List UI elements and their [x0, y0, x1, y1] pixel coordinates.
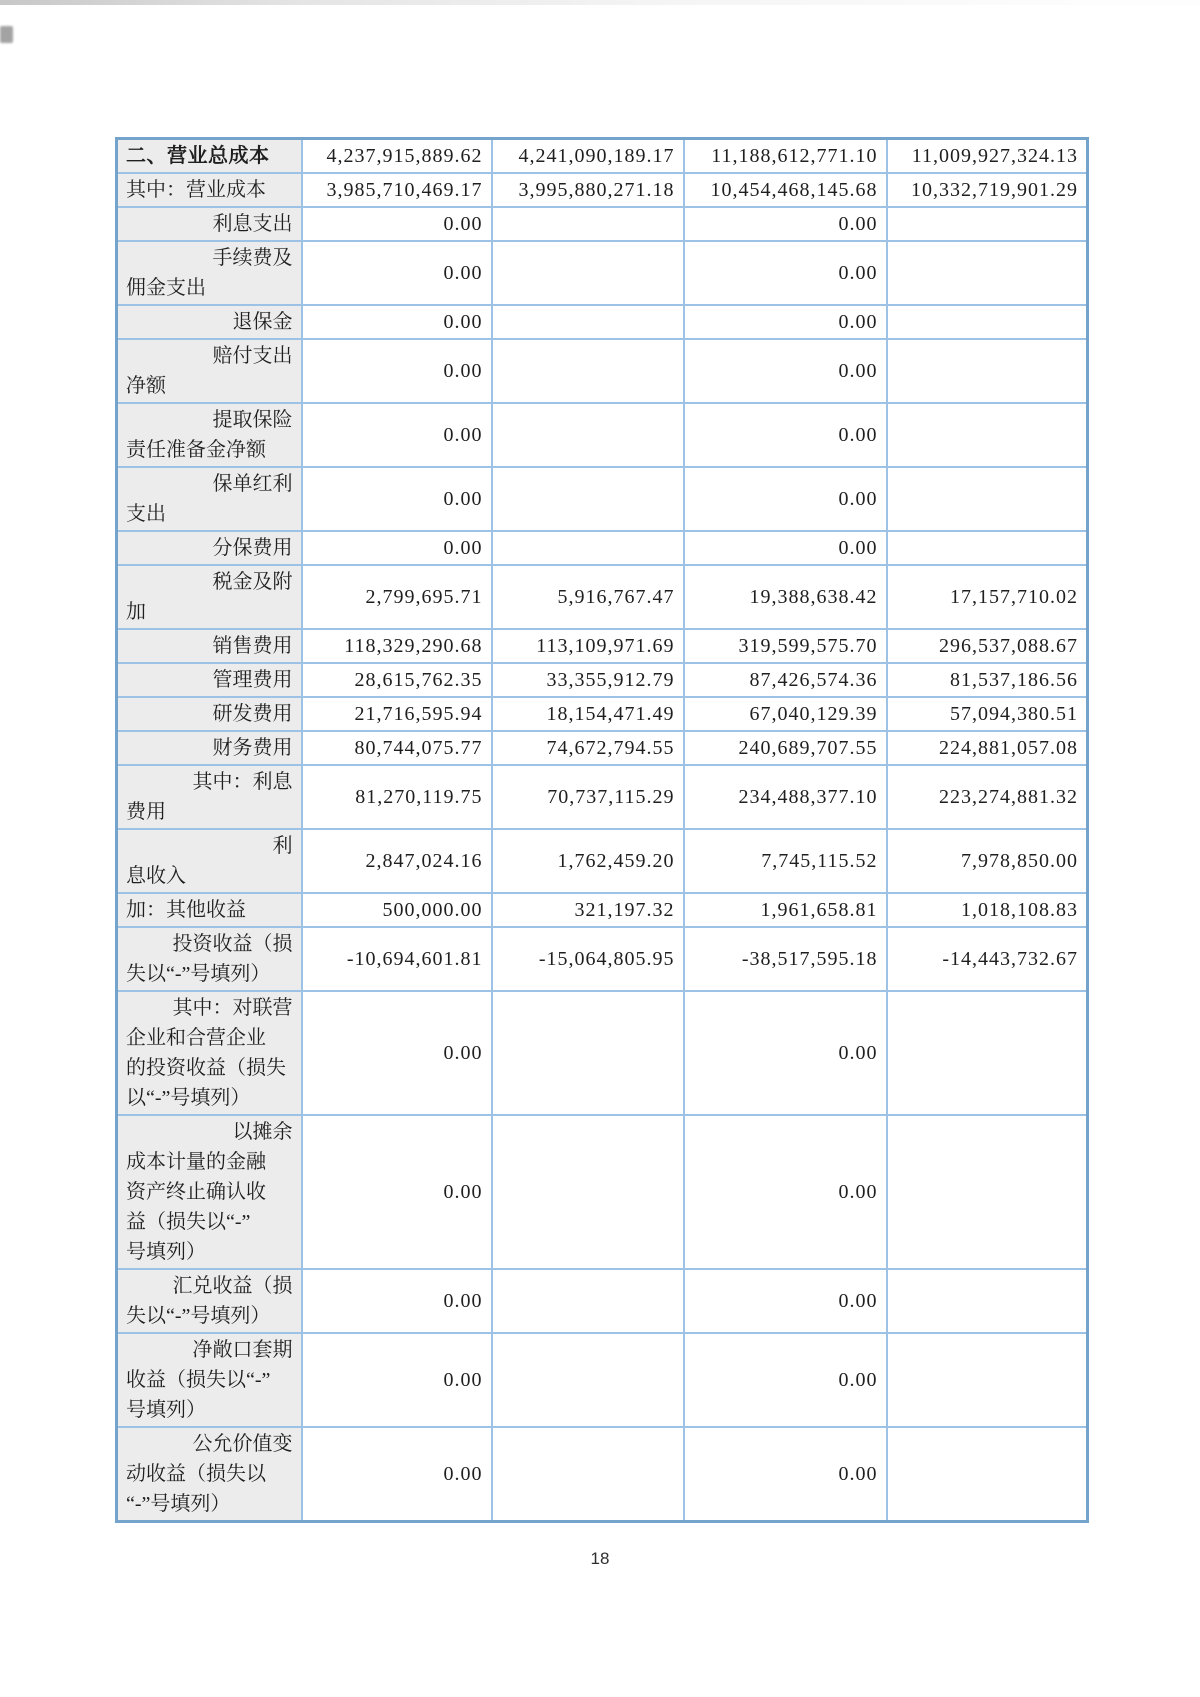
cell-value — [887, 207, 1088, 241]
cell-value — [887, 339, 1088, 403]
cell-value: 11,188,612,771.10 — [684, 139, 887, 174]
cell-value: 11,009,927,324.13 — [887, 139, 1088, 174]
row-label-line: 汇兑收益（损 — [172, 1275, 293, 1297]
row-label-line: 以摊余 — [232, 1121, 293, 1143]
cell-value: 0.00 — [302, 1115, 492, 1269]
row-label-line: 税金及附 — [212, 571, 293, 593]
cell-value: 319,599,575.70 — [684, 629, 887, 663]
cell-value: 0.00 — [302, 305, 492, 339]
cell-value: 296,537,088.67 — [887, 629, 1088, 663]
cell-value: 240,689,707.55 — [684, 731, 887, 765]
cell-value: 19,388,638.42 — [684, 565, 887, 629]
row-label-line: 财务费用 — [212, 737, 293, 759]
cell-value: 113,109,971.69 — [492, 629, 684, 663]
cell-value — [492, 1115, 684, 1269]
cell-value — [887, 467, 1088, 531]
table-row — [117, 765, 1088, 829]
row-label-line: 其中：对联营 — [172, 997, 293, 1019]
cell-value — [887, 531, 1088, 565]
row-label — [117, 829, 302, 893]
cell-value: 0.00 — [302, 1427, 492, 1522]
cell-value: 223,274,881.32 — [887, 765, 1088, 829]
table-row — [117, 697, 1088, 731]
row-label — [117, 1115, 302, 1269]
cell-value — [887, 1115, 1088, 1269]
row-label-line: 净额 — [126, 375, 166, 397]
cell-value: 74,672,794.55 — [492, 731, 684, 765]
cell-value — [492, 207, 684, 241]
row-label-line: 其中：营业成本 — [126, 179, 266, 201]
row-label-line: 佣金支出 — [126, 277, 206, 299]
cell-value — [492, 305, 684, 339]
table-row — [117, 991, 1088, 1115]
row-label — [117, 731, 302, 765]
cell-value: 2,847,024.16 — [302, 829, 492, 893]
cell-value: 7,978,850.00 — [887, 829, 1088, 893]
cell-value — [887, 305, 1088, 339]
table-row — [117, 339, 1088, 403]
row-label — [117, 565, 302, 629]
row-label — [117, 1333, 302, 1427]
cell-value: 4,241,090,189.17 — [492, 139, 684, 174]
cell-value: -38,517,595.18 — [684, 927, 887, 991]
cell-value: 0.00 — [302, 241, 492, 305]
cell-value: 3,985,710,469.17 — [302, 173, 492, 207]
cell-value: 18,154,471.49 — [492, 697, 684, 731]
row-label — [117, 403, 302, 467]
row-label — [117, 531, 302, 565]
cell-value: 0.00 — [302, 339, 492, 403]
scan-artifact-speck — [0, 26, 13, 43]
row-label-line: 资产终止确认收 — [126, 1181, 266, 1203]
row-label-line: 手续费及 — [212, 247, 293, 269]
cell-value: 5,916,767.47 — [492, 565, 684, 629]
row-label — [117, 697, 302, 731]
row-label-line: 其中：利息 — [192, 771, 293, 793]
cell-value: -15,064,805.95 — [492, 927, 684, 991]
row-label-line: 公允价值变 — [192, 1433, 293, 1455]
table-row — [117, 731, 1088, 765]
row-label — [117, 305, 302, 339]
table-row — [117, 893, 1088, 927]
cell-value — [492, 991, 684, 1115]
row-label-line: 费用 — [126, 801, 166, 823]
cell-value: 28,615,762.35 — [302, 663, 492, 697]
cell-value: 1,961,658.81 — [684, 893, 887, 927]
cell-value — [887, 1427, 1088, 1522]
row-label — [117, 339, 302, 403]
table-row — [117, 1269, 1088, 1333]
table-row — [117, 531, 1088, 565]
cell-value: 0.00 — [684, 991, 887, 1115]
cell-value: 7,745,115.52 — [684, 829, 887, 893]
income-statement-table — [115, 137, 1089, 1523]
cell-value: 2,799,695.71 — [302, 565, 492, 629]
row-label-line: 息收入 — [126, 865, 186, 887]
cell-value: 87,426,574.36 — [684, 663, 887, 697]
row-label-line: 加：其他收益 — [126, 899, 246, 921]
row-label — [117, 765, 302, 829]
table-row — [117, 1333, 1088, 1427]
cell-value: 234,488,377.10 — [684, 765, 887, 829]
cell-value: 1,762,459.20 — [492, 829, 684, 893]
row-label-line: 管理费用 — [212, 669, 293, 691]
cell-value: 0.00 — [302, 1333, 492, 1427]
row-label-line: 号填列） — [126, 1241, 206, 1263]
cell-value: 224,881,057.08 — [887, 731, 1088, 765]
cell-value: 0.00 — [684, 403, 887, 467]
cell-value: 57,094,380.51 — [887, 697, 1088, 731]
cell-value: 0.00 — [684, 1269, 887, 1333]
cell-value: 81,270,119.75 — [302, 765, 492, 829]
cell-value — [492, 339, 684, 403]
cell-value: 0.00 — [684, 467, 887, 531]
cell-value: 0.00 — [302, 467, 492, 531]
row-label-line: 二、营业总成本 — [126, 145, 270, 167]
table-row — [117, 467, 1088, 531]
row-label — [117, 241, 302, 305]
row-label — [117, 139, 302, 174]
cell-value: 80,744,075.77 — [302, 731, 492, 765]
cell-value: 118,329,290.68 — [302, 629, 492, 663]
cell-value: 0.00 — [684, 207, 887, 241]
cell-value: 500,000.00 — [302, 893, 492, 927]
scan-artifact-top-edge — [0, 0, 1200, 5]
cell-value — [492, 1427, 684, 1522]
cell-value — [887, 403, 1088, 467]
row-label-line: 投资收益（损 — [172, 933, 293, 955]
cell-value — [492, 1333, 684, 1427]
cell-value: 0.00 — [684, 1115, 887, 1269]
row-label-line: 动收益（损失以 — [126, 1463, 266, 1485]
cell-value: 0.00 — [684, 241, 887, 305]
table-row — [117, 629, 1088, 663]
cell-value: 0.00 — [302, 991, 492, 1115]
table-row — [117, 829, 1088, 893]
cell-value — [492, 531, 684, 565]
cell-value: 1,018,108.83 — [887, 893, 1088, 927]
row-label-line: 的投资收益（损失 — [126, 1057, 286, 1079]
table-row — [117, 1427, 1088, 1522]
row-label-line: 分保费用 — [212, 537, 293, 559]
cell-value: 10,332,719,901.29 — [887, 173, 1088, 207]
row-label — [117, 991, 302, 1115]
row-label-line: 利 — [272, 835, 293, 857]
cell-value: 0.00 — [684, 531, 887, 565]
table-row — [117, 1115, 1088, 1269]
cell-value: 0.00 — [684, 1427, 887, 1522]
cell-value: 67,040,129.39 — [684, 697, 887, 731]
row-label-line: 成本计量的金融 — [126, 1151, 266, 1173]
table-row — [117, 173, 1088, 207]
row-label-line: 支出 — [126, 503, 166, 525]
row-label — [117, 629, 302, 663]
cell-value: 0.00 — [302, 403, 492, 467]
cell-value: -14,443,732.67 — [887, 927, 1088, 991]
row-label — [117, 893, 302, 927]
cell-value: 0.00 — [684, 305, 887, 339]
row-label-line: 销售费用 — [212, 635, 293, 657]
row-label — [117, 207, 302, 241]
row-label — [117, 1269, 302, 1333]
cell-value — [887, 1333, 1088, 1427]
cell-value: 0.00 — [302, 531, 492, 565]
row-label — [117, 663, 302, 697]
row-label-line: 失以“-”号填列） — [126, 963, 271, 985]
row-label-line: 益（损失以“-” — [126, 1211, 251, 1233]
cell-value: 17,157,710.02 — [887, 565, 1088, 629]
row-label-line: 保单红利 — [212, 473, 293, 495]
table-row — [117, 403, 1088, 467]
table-row — [117, 663, 1088, 697]
row-label — [117, 1427, 302, 1522]
row-label-line: 研发费用 — [212, 703, 293, 725]
cell-value: 0.00 — [302, 1269, 492, 1333]
row-label-line: 责任准备金净额 — [126, 439, 266, 461]
cell-value — [492, 467, 684, 531]
cell-value: 10,454,468,145.68 — [684, 173, 887, 207]
table-row — [117, 565, 1088, 629]
cell-value: 81,537,186.56 — [887, 663, 1088, 697]
cell-value: 0.00 — [302, 207, 492, 241]
cell-value: 21,716,595.94 — [302, 697, 492, 731]
row-label — [117, 927, 302, 991]
cell-value: -10,694,601.81 — [302, 927, 492, 991]
row-label-line: 企业和合营企业 — [126, 1027, 266, 1049]
cell-value — [492, 403, 684, 467]
row-label-line: 利息支出 — [212, 213, 293, 235]
cell-value — [492, 1269, 684, 1333]
row-label — [117, 467, 302, 531]
cell-value: 321,197.32 — [492, 893, 684, 927]
row-label — [117, 173, 302, 207]
row-label-line: “-”号填列） — [126, 1493, 231, 1515]
table-row — [117, 207, 1088, 241]
row-label-line: 赔付支出 — [212, 345, 293, 367]
cell-value — [887, 1269, 1088, 1333]
row-label-line: 失以“-”号填列） — [126, 1305, 271, 1327]
table-row — [117, 139, 1088, 174]
table-row — [117, 927, 1088, 991]
row-label-line: 号填列） — [126, 1399, 206, 1421]
cell-value: 3,995,880,271.18 — [492, 173, 684, 207]
row-label-line: 以“-”号填列） — [126, 1087, 251, 1109]
cell-value: 70,737,115.29 — [492, 765, 684, 829]
cell-value: 0.00 — [684, 339, 887, 403]
table-row — [117, 241, 1088, 305]
row-label-line: 提取保险 — [212, 409, 293, 431]
cell-value — [887, 241, 1088, 305]
cell-value — [887, 991, 1088, 1115]
cell-value: 0.00 — [684, 1333, 887, 1427]
row-label-line: 收益（损失以“-” — [126, 1369, 271, 1391]
table-row — [117, 305, 1088, 339]
page-number: 18 — [590, 1549, 610, 1568]
cell-value: 33,355,912.79 — [492, 663, 684, 697]
cell-value: 4,237,915,889.62 — [302, 139, 492, 174]
cell-value — [492, 241, 684, 305]
table-body — [117, 139, 1088, 1522]
row-label-line: 净敞口套期 — [192, 1339, 293, 1361]
row-label-line: 退保金 — [232, 311, 293, 333]
row-label-line: 加 — [126, 601, 146, 623]
